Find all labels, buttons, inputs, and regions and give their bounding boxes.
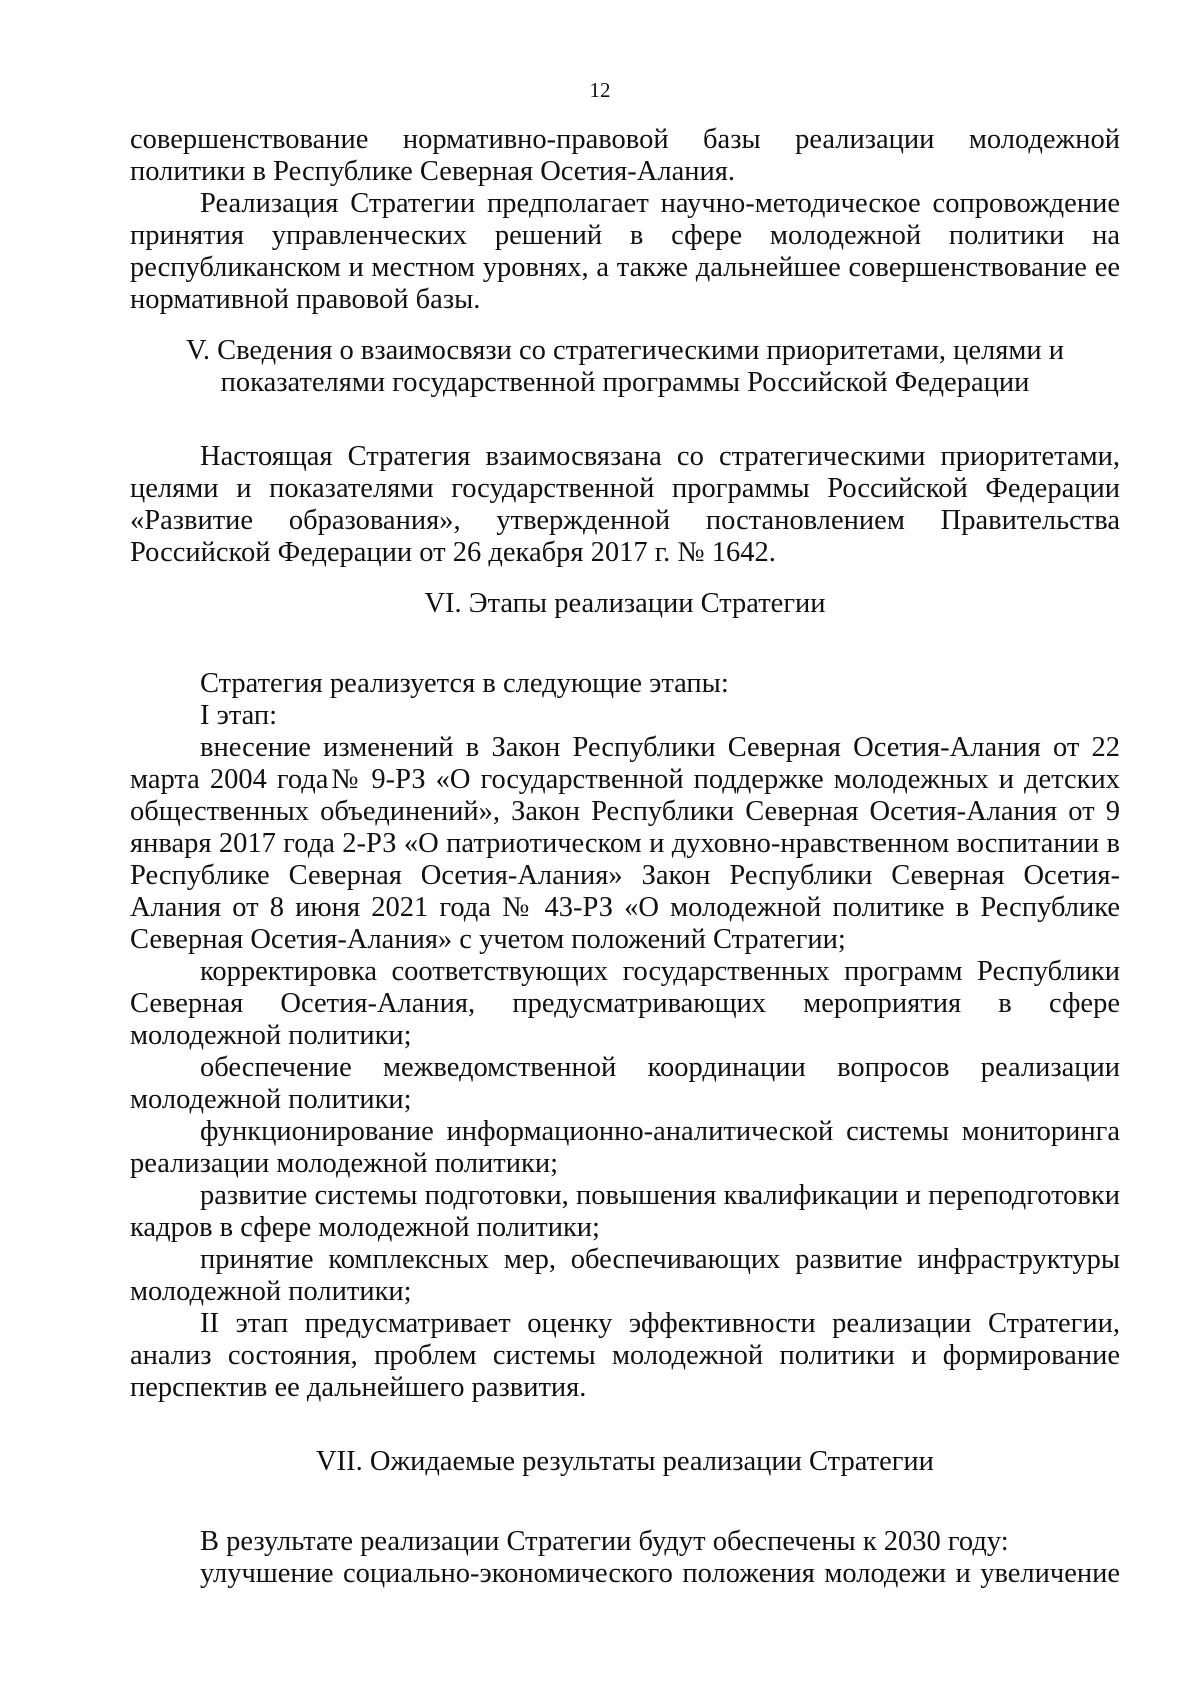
- document-body: [130, 124, 1120, 1590]
- section-heading-vii: VII. Ожидаемые результаты реализации Стратегии: [316, 1446, 934, 1477]
- list-item: развитие системы подготовки, повышения квалификации и переподготовки кадров в сфере молодежной политики;: [130, 1180, 1120, 1243]
- paragraph: I этап:: [200, 700, 278, 731]
- section-heading-vi: VI. Этапы реализации Стратегии: [424, 588, 826, 619]
- paragraph: Стратегия реализуется в следующие этапы:: [200, 668, 729, 699]
- list-item: функционирование информационно-аналитической системы мониторинга реализации молодежной политики;: [130, 1116, 1120, 1179]
- page-number: 12: [589, 78, 611, 102]
- section-heading-v: V. Сведения о взаимосвязи со стратегическими приоритетами, целями и показателями государственной программы Российской Федерации: [185, 335, 1065, 398]
- paragraph: совершенствование нормативно-правовой базы реализации молодежной политики в Республике Северная Осетия-Алания.: [130, 124, 1120, 187]
- list-item: внесение изменений в Закон Республики Северная Осетия-Алания от 22 марта 2004 года№ 9-РЗ «О государственной поддержке молодежных и детских общественных объединений», Закон Республики Северная Осетия-Алания от 9 января 2017 года 2-РЗ «О патриотическом и духовно-нравственном воспитании в Республике Северная Осетия-Алания» Закон Республики Северная Осетия-Алания от 8 июня 2021 года № 43-РЗ «О молодежной политике в Республике Северная Осетия-Алания» с учетом положений Стратегии;: [130, 732, 1120, 955]
- paragraph: Настоящая Стратегия взаимосвязана со стратегическими приоритетами, целями и показателями государственной программы Российской Федерации «Развитие образования», утвержденной постановлением Правительства Российской Федерации от 26 декабря 2017 г. № 1642.: [130, 441, 1120, 568]
- paragraph: II этап предусматривает оценку эффективности реализации Стратегии, анализ состояния, проблем системы молодежной политики и формирование перспектив ее дальнейшего развития.: [130, 1308, 1120, 1403]
- paragraph: Реализация Стратегии предполагает научно-методическое сопровождение принятия управленческих решений в сфере молодежной политики на республиканском и местном уровнях, а также дальнейшее совершенствование ее нормативной правовой базы.: [130, 188, 1120, 315]
- list-item: принятие комплексных мер, обеспечивающих развитие инфраструктуры молодежной политики;: [130, 1244, 1120, 1307]
- paragraph: улучшение социально-экономического положения молодежи и увеличение: [200, 1558, 1120, 1589]
- paragraph: В результате реализации Стратегии будут обеспечены к 2030 году:: [200, 1526, 1009, 1557]
- list-item: обеспечение межведомственной координации вопросов реализации молодежной политики;: [130, 1052, 1120, 1115]
- list-item: корректировка соответствующих государственных программ Республики Северная Осетия-Алания, предусматривающих мероприятия в сфере молодежной политики;: [130, 956, 1120, 1051]
